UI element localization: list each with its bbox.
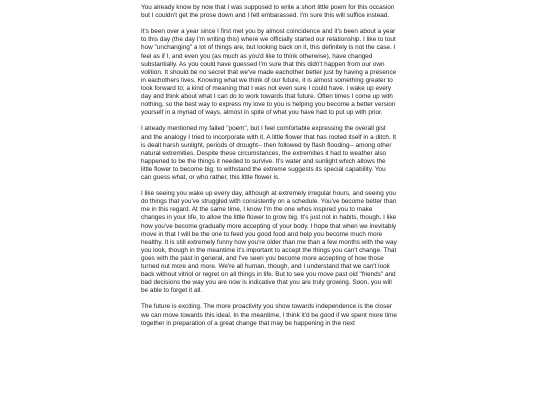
paragraph-5: The future is exciting. The more proactivity you show towards independence is the closer we can move towards this ideal. In the meantime, I think it'd be good if we spent more time together in preparation of a great change that may be happening in the next: [141, 303, 397, 327]
letter-body: [141, 4, 397, 336]
paragraph-4: I like seeing you wake up every day, although at extremely irregular hours, and seeing you do things that you've struggled with consistently on a schedule. You've become better than me in this regard. At the same time, I know I'm the one whos inspired you to make changes in your life, to allow the little flower to grow big. It's just not in habits, though. I like how you've become gradually more accepting of your body. I hope that when we inevitably move in that I will be the one to feed you good food and help you become much more healthy. It is still extremely funny how you're older than me than a few months with the way you look, though in the meantime it's important to accept the things you can't change. That goes with the past in general, and I've seen you become more accepting of how those turned out more and more. We're all human, though, and I understand that we can't look back without vitriol or regret on all things in life. But to see you move past old "friends" and bad decisions the way you are now is indicative that you are truly growing. Soon, you will be able to forget it all.: [141, 190, 397, 295]
paragraph-2: It's been over a year since I first met you by almost coincidence and it's been about a year to this day (the day I'm writing this) where we officially started our relationship. I like to tout how "unchanging" a lot of things are, but looking back on it, this definitely is not the case. I feel as if I, and even you (as much as you'd like to think otherwise), have changed substantially. As you could have guessed I'm sure that this didn't happen from our own volition. It should be no secret that we've made eachother better just by having a presence in eachothers lives. Knowing what we think of our future, it is almost something greater to look forward to; a kind of meaning that I was not even sure I could have. I wake up every day and think about what I can do to work towards that future. Often times I come up with nothing, so the best way to express my love to you is helping you become a better version yourself in a myriad of ways, almost in spite of what you have had to put up with prior.: [141, 28, 397, 117]
paragraph-3: I already mentioned my failed "poem", but I feel comfortable expressing the overall gist and the analogy I tried to incorporate with it. A little flower that has rooted itself in a ditch. It is dealt harsh sunlight, periods of drought-- then followed by flash flooding-- among other natural extremities. Despite these circumstances, the extremities it had to weather also happened to be the things it needed to survive. It's water and sunlight which allows the little flower to become big; to withstand the extreme suggests its special capability. You can guess what, or who rather, this little flower is.: [141, 125, 397, 181]
paragraph-1: You already know by now that I was supposed to write a short little poem for this occasion but I couldn't get the prose down and I felt embarassed. I'm sure this will suffice instead.: [141, 4, 395, 20]
